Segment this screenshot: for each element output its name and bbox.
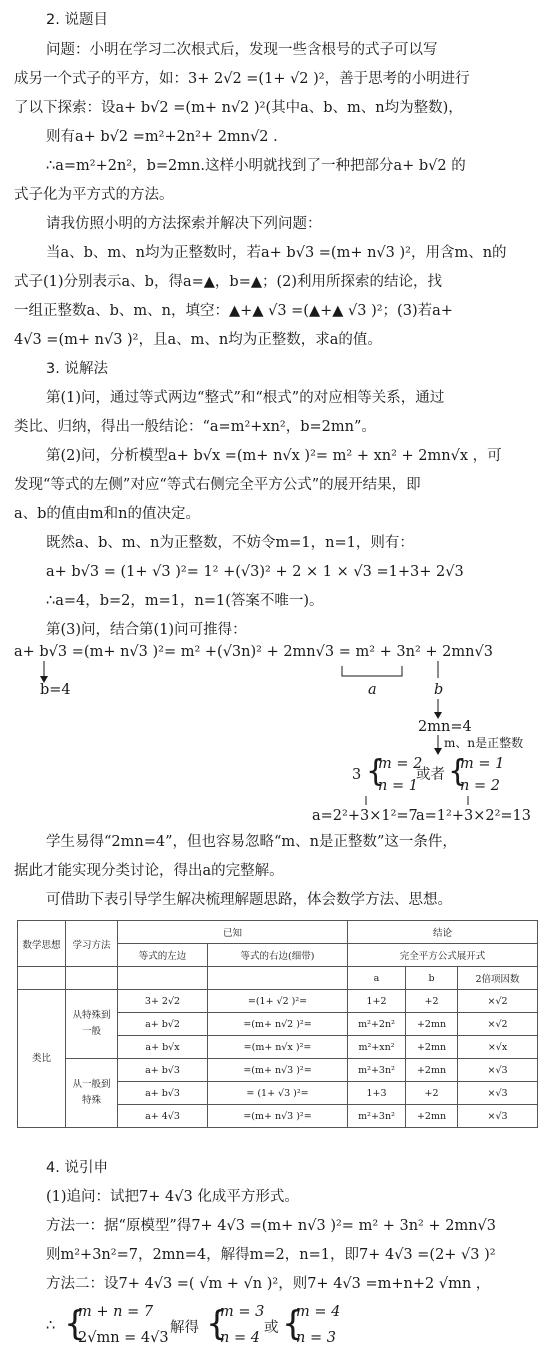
solve-text: 解得 [170,1320,199,1336]
cell-b: +2mn [406,1013,458,1036]
sys-eq1: m + n = 7 [78,1304,154,1320]
result-13: a=1²+3×2²=13 [416,808,531,824]
cell-b: +2mn [406,1059,458,1082]
bracket-a [342,666,402,676]
text-line: a、b的值由m和n的值决定。 [14,506,201,522]
table-row [18,1059,538,1082]
brace-sol2: { [282,1304,304,1344]
text-line: 第(3)问，结合第(1)问可推得： [46,622,247,638]
text-line: 第(2)问，分析模型a+ b√x =(m+ n√x )²= m² + xn² + 2mn√x ，可 [46,448,502,464]
sol1-m: m = 3 [220,1304,265,1320]
table-row [18,990,538,1013]
sol1-n: n = 4 [220,1330,260,1346]
case1-n: n = 1 [378,778,418,794]
text-line: 类比、归纳，得出一般结论：“a=m²+xn²，b=2mn”。 [14,419,376,435]
cell-a: m²+xn² [348,1036,406,1059]
header-factor: 2倍项因数 [458,967,538,990]
cell-left: a+ b√3 [118,1059,208,1082]
brace-left-1: { [366,754,386,789]
header-blank-2 [66,967,118,990]
header-method: 学习方法 [66,921,118,967]
brace-sol1: { [206,1304,228,1344]
text-line: 式子(1)分别表示a、b，得a=▲，b=▲；(2)利用所探索的结论，找 [14,274,443,290]
arrow-note-head [434,748,442,755]
cell-factor: ×√3 [458,1082,538,1105]
header-expand: 完全平方公式展开式 [348,944,538,967]
cell-b: +2 [406,1082,458,1105]
text-line: 据此才能实现分类讨论，得出a的完整解。 [14,863,284,879]
cell-b: +2mn [406,1036,458,1059]
case1-m: m = 2 [378,756,423,772]
cell-a: 1+2 [348,990,406,1013]
derivation-diagram [0,640,558,825]
sys-eq2: 2√mn = 4√3 [78,1330,169,1346]
text-line: 请我仿照小明的方法探索并解决下列问题： [46,216,322,232]
cell-a: m²+3n² [348,1105,406,1128]
text-line: 发现“等式的左侧”对应“等式右侧完全平方公式”的展开结果，即 [14,477,421,493]
brace-left-2: { [448,754,468,789]
header-b: b [406,967,458,990]
note-positive: m、n是正整数 [444,736,524,750]
header-blank-1 [18,967,66,990]
case2-m: m = 1 [460,756,505,772]
section-heading: 2. 说题目 [46,12,108,28]
header-left: 等式的左边 [118,944,208,967]
b-result: b=4 [40,682,71,698]
method-group-2: 从一般到特殊 [66,1059,118,1128]
text-line: 成另一个式子的平方，如：3+ 2√2 =(1+ √2 )²，善于思考的小明进行 [14,71,470,87]
header-thought: 数学思想 [18,921,66,967]
header-blank-4 [208,967,348,990]
text-line: ∴a=4，b=2，m=1，n=1(答案不唯一)。 [46,593,324,609]
cell-left: 3+ 2√2 [118,990,208,1013]
mn-equation: 2mn=4 [418,719,472,735]
cell-factor: ×√3 [458,1105,538,1128]
text-line: 可借助下表引导学生解决梳理解题思路，体会数学方法、思想。 [46,892,452,908]
text-line: 既然a、b、m、n为正整数，不妨令m=1，n=1，则有： [46,535,414,551]
label-b: b [434,682,444,698]
text-line: 则有a+ b√2 =m²+2n²+ 2mn√2 . [46,129,278,145]
text-line: 一组正整数a、b、m、n，填空：▲+▲ √3 =(▲+▲ √3 )²；(3)若a+ [14,303,453,319]
text-line: 学生易得“2mn=4”，但也容易忽略“m、n是正整数”这一条件， [46,834,457,850]
cell-a: 1+3 [348,1082,406,1105]
text-line: a+ b√3 = (1+ √3 )²= 1² +(√3)² + 2 × 1 × √3 =1+3+ 2√3 [46,564,464,580]
cell-left: a+ b√3 [118,1082,208,1105]
cell-factor: ×√x [458,1036,538,1059]
cell-right: =(m+ n√3 )²= [208,1105,348,1128]
header-known: 已知 [118,921,348,944]
final-system [0,1296,558,1353]
header-right: 等式的右边(细带) [208,944,348,967]
text-line: 式子化为平方式的方法。 [14,187,174,203]
text-line: 问题：小明在学习二次根式后，发现一些含根号的式子可以写 [46,42,438,58]
result-7: a=2²+3×1²=7 [312,808,418,824]
text-line: 则m²+3n²=7，2mn=4，解得m=2，n=1，即7+ 4√3 =(2+ √3 )² [46,1247,496,1263]
header-conclusion: 结论 [348,921,538,944]
brace-sys: { [64,1304,86,1344]
header-a: a [348,967,406,990]
arrow-mn-head [434,712,442,719]
cell-factor: ×√2 [458,1013,538,1036]
header-blank-3 [118,967,208,990]
text-line: 当a、b、m、n均为正整数时，若a+ b√3 =(m+ n√3 )²，用含m、n的 [46,245,507,261]
text-line: 了以下探索：设a+ b√2 =(m+ n√2 )²(其中a、b、m、n均为整数)， [14,100,463,116]
cell-a: m²+2n² [348,1013,406,1036]
text-line: 4√3 =(m+ n√3 )²，且a、m、n均为正整数，求a的值。 [14,332,382,348]
text-line: 方法一：据“原模型”得7+ 4√3 =(m+ n√3 )²= m² + 3n² + 2mn√3 [46,1218,497,1234]
cell-left: a+ b√2 [118,1013,208,1036]
cell-right: =(m+ n√x )²= [208,1036,348,1059]
cell-b: +2mn [406,1105,458,1128]
sol2-m: m = 4 [296,1304,341,1320]
cell-a: m²+3n² [348,1059,406,1082]
method-group-1: 从特殊到一般 [66,990,118,1059]
label-three: 3 [352,767,362,783]
summary-table [17,920,538,1128]
section-heading: 3. 说解法 [46,361,108,377]
cell-left: a+ b√x [118,1036,208,1059]
cell-right: =(m+ n√3 )²= [208,1059,348,1082]
cell-right: = (1+ √3 )²= [208,1082,348,1105]
text-line: 方法二：设7+ 4√3 =( √m + √n )²，则7+ 4√3 =m+n+2 √mn ， [46,1276,491,1292]
cell-left: a+ 4√3 [118,1105,208,1128]
or-final: 或 [264,1320,279,1336]
thought-cell: 类比 [18,990,66,1128]
text-line: ∴a=m²+2n²，b=2mn.这样小明就找到了一种把部分a+ b√2 的 [46,158,466,174]
label-a: a [368,682,377,698]
derivation-equation: a+ b√3 =(m+ n√3 )²= m² +(√3n)² + 2mn√3 = m² + 3n² + 2mn√3 [14,644,493,660]
cell-right: =(m+ n√2 )²= [208,1013,348,1036]
case2-n: n = 2 [460,778,500,794]
section-heading: 4. 说引申 [46,1160,108,1176]
therefore-symbol: ∴ [46,1318,56,1334]
cell-factor: ×√2 [458,990,538,1013]
text-line: 第(1)问，通过等式两边“整式”和“根式”的对应相等关系，通过 [46,390,445,406]
cell-right: =(1+ √2 )²= [208,990,348,1013]
text-line: (1)追问：试把7+ 4√3 化成平方形式。 [46,1189,299,1205]
cell-b: +2 [406,990,458,1013]
cell-factor: ×√3 [458,1059,538,1082]
or-text: 或者 [416,767,445,783]
sol2-n: n = 3 [296,1330,336,1346]
